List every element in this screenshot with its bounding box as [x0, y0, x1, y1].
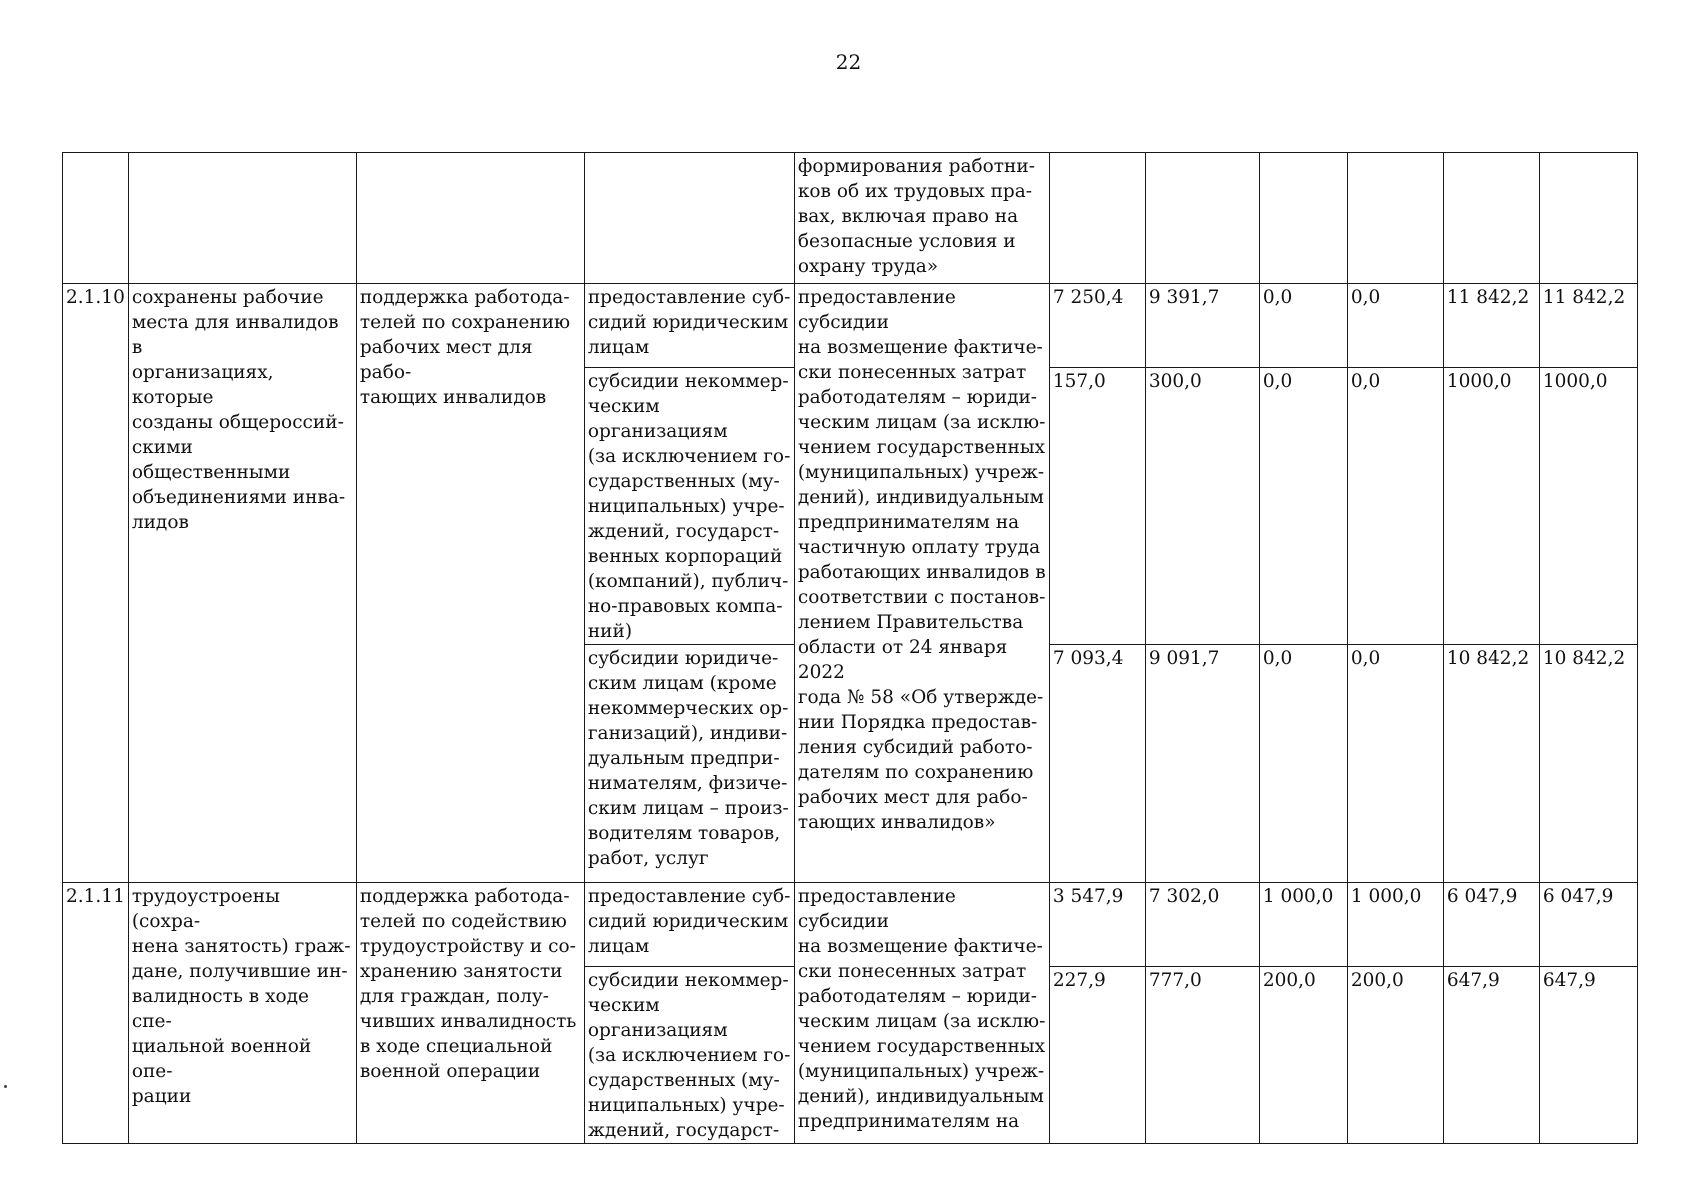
cell-result — [128, 153, 356, 284]
cell-form: субсидии некоммер- ческим организациям (за исключением го- сударственных (му- ниципальных) учре- ждений, государст- венных корпораций (компаний), публич- но-правовых компа- ний) — [584, 368, 794, 645]
cell-result: трудоустроены (сохра- нена занятость) граж- дане, получившие ин- валидность в ходе спе- циальной военной опе- рации — [128, 883, 356, 1144]
cell-value: 0,0 — [1347, 645, 1443, 883]
cell-value: 11 842,2 — [1539, 284, 1637, 368]
cell-value: 6 047,9 — [1443, 883, 1539, 967]
cell-number: 2.1.11 — [63, 883, 129, 1144]
cell-number — [63, 153, 129, 284]
cell-form: предоставление суб- сидий юридическим лицам — [584, 883, 794, 967]
cell-value: 200,0 — [1259, 967, 1347, 1144]
cell-measure — [356, 153, 584, 284]
cell-form: субсидии юридиче- ским лицам (кроме некоммерческих ор- ганизаций), индиви- дуальным предпри- нимателям, физиче- ским лицам – произ- водителям товаров, работ, услуг — [584, 645, 794, 883]
cell-value — [1145, 153, 1259, 284]
scan-speck — [4, 1085, 7, 1088]
cell-value: 157,0 — [1049, 368, 1145, 645]
cell-value: 0,0 — [1347, 284, 1443, 368]
cell-result: сохранены рабочие места для инвалидов в организациях, которые созданы общероссий- скими общественными объединениями инва- лидов — [128, 284, 356, 883]
cell-value — [1259, 153, 1347, 284]
cell-value: 10 842,2 — [1539, 645, 1637, 883]
cell-form — [584, 153, 794, 284]
cell-value: 1000,0 — [1443, 368, 1539, 645]
cell-value: 9 091,7 — [1145, 645, 1259, 883]
cell-value: 0,0 — [1347, 368, 1443, 645]
cell-measure: поддержка работода- телей по сохранению рабочих мест для рабо- тающих инвалидов — [356, 284, 584, 883]
cell-value — [1539, 153, 1637, 284]
cell-form: предоставление суб- сидий юридическим лицам — [584, 284, 794, 368]
cell-value — [1347, 153, 1443, 284]
cell-value: 647,9 — [1539, 967, 1637, 1144]
cell-value: 200,0 — [1347, 967, 1443, 1144]
cell-measure: поддержка работода- телей по содействию трудоустройству и со- хранению занятости для граждан, полу- чивших инвалидность в ходе специальной военной операции — [356, 883, 584, 1144]
cell-value: 6 047,9 — [1539, 883, 1637, 967]
cell-value: 227,9 — [1049, 967, 1145, 1144]
cell-value: 1000,0 — [1539, 368, 1637, 645]
cell-value: 0,0 — [1259, 645, 1347, 883]
cell-form: субсидии некоммер- ческим организациям (за исключением го- сударственных (му- ниципальных) учре- ждений, государст- — [584, 967, 794, 1144]
table-row-2-1-10 — [63, 284, 1638, 368]
cell-value: 7 093,4 — [1049, 645, 1145, 883]
cell-value: 777,0 — [1145, 967, 1259, 1144]
cell-value: 9 391,7 — [1145, 284, 1259, 368]
table-row-continuation — [63, 153, 1638, 284]
page-number: 22 — [835, 50, 862, 74]
cell-value — [1049, 153, 1145, 284]
cell-value: 647,9 — [1443, 967, 1539, 1144]
cell-description: формирования работни- ков об их трудовых пра- вах, включая право на безопасные условия и охрану труда» — [794, 153, 1049, 284]
cell-value: 0,0 — [1259, 284, 1347, 368]
cell-value: 1 000,0 — [1259, 883, 1347, 967]
cell-value: 0,0 — [1259, 368, 1347, 645]
cell-value: 11 842,2 — [1443, 284, 1539, 368]
cell-description: предоставление субсидии на возмещение фактиче- ски понесенных затрат работодателям – юриди- ческим лицам (за исклю- чением государственных (муниципальных) учреж- дений), индивидуальным предпринимателям на частичную оплату труда работающих инвалидов в соответствии с постанов- лением Правительства области от 24 января 2022 года № 58 «Об утвержде- нии Порядка предостав- ления субсидий работо- дателям по сохранению рабочих мест для рабо- тающих инвалидов» — [794, 284, 1049, 883]
cell-value — [1443, 153, 1539, 284]
cell-value: 300,0 — [1145, 368, 1259, 645]
cell-value: 3 547,9 — [1049, 883, 1145, 967]
table-row-2-1-11 — [63, 883, 1638, 967]
measures-table — [62, 152, 1638, 1144]
cell-value: 10 842,2 — [1443, 645, 1539, 883]
cell-value: 7 250,4 — [1049, 284, 1145, 368]
cell-description: предоставление субсидии на возмещение фактиче- ски понесенных затрат работодателям – юриди- ческим лицам (за исклю- чением государственных (муниципальных) учреж- дений), индивидуальным предпринимателям на — [794, 883, 1049, 1144]
cell-value: 1 000,0 — [1347, 883, 1443, 967]
cell-number: 2.1.10 — [63, 284, 129, 883]
cell-value: 7 302,0 — [1145, 883, 1259, 967]
